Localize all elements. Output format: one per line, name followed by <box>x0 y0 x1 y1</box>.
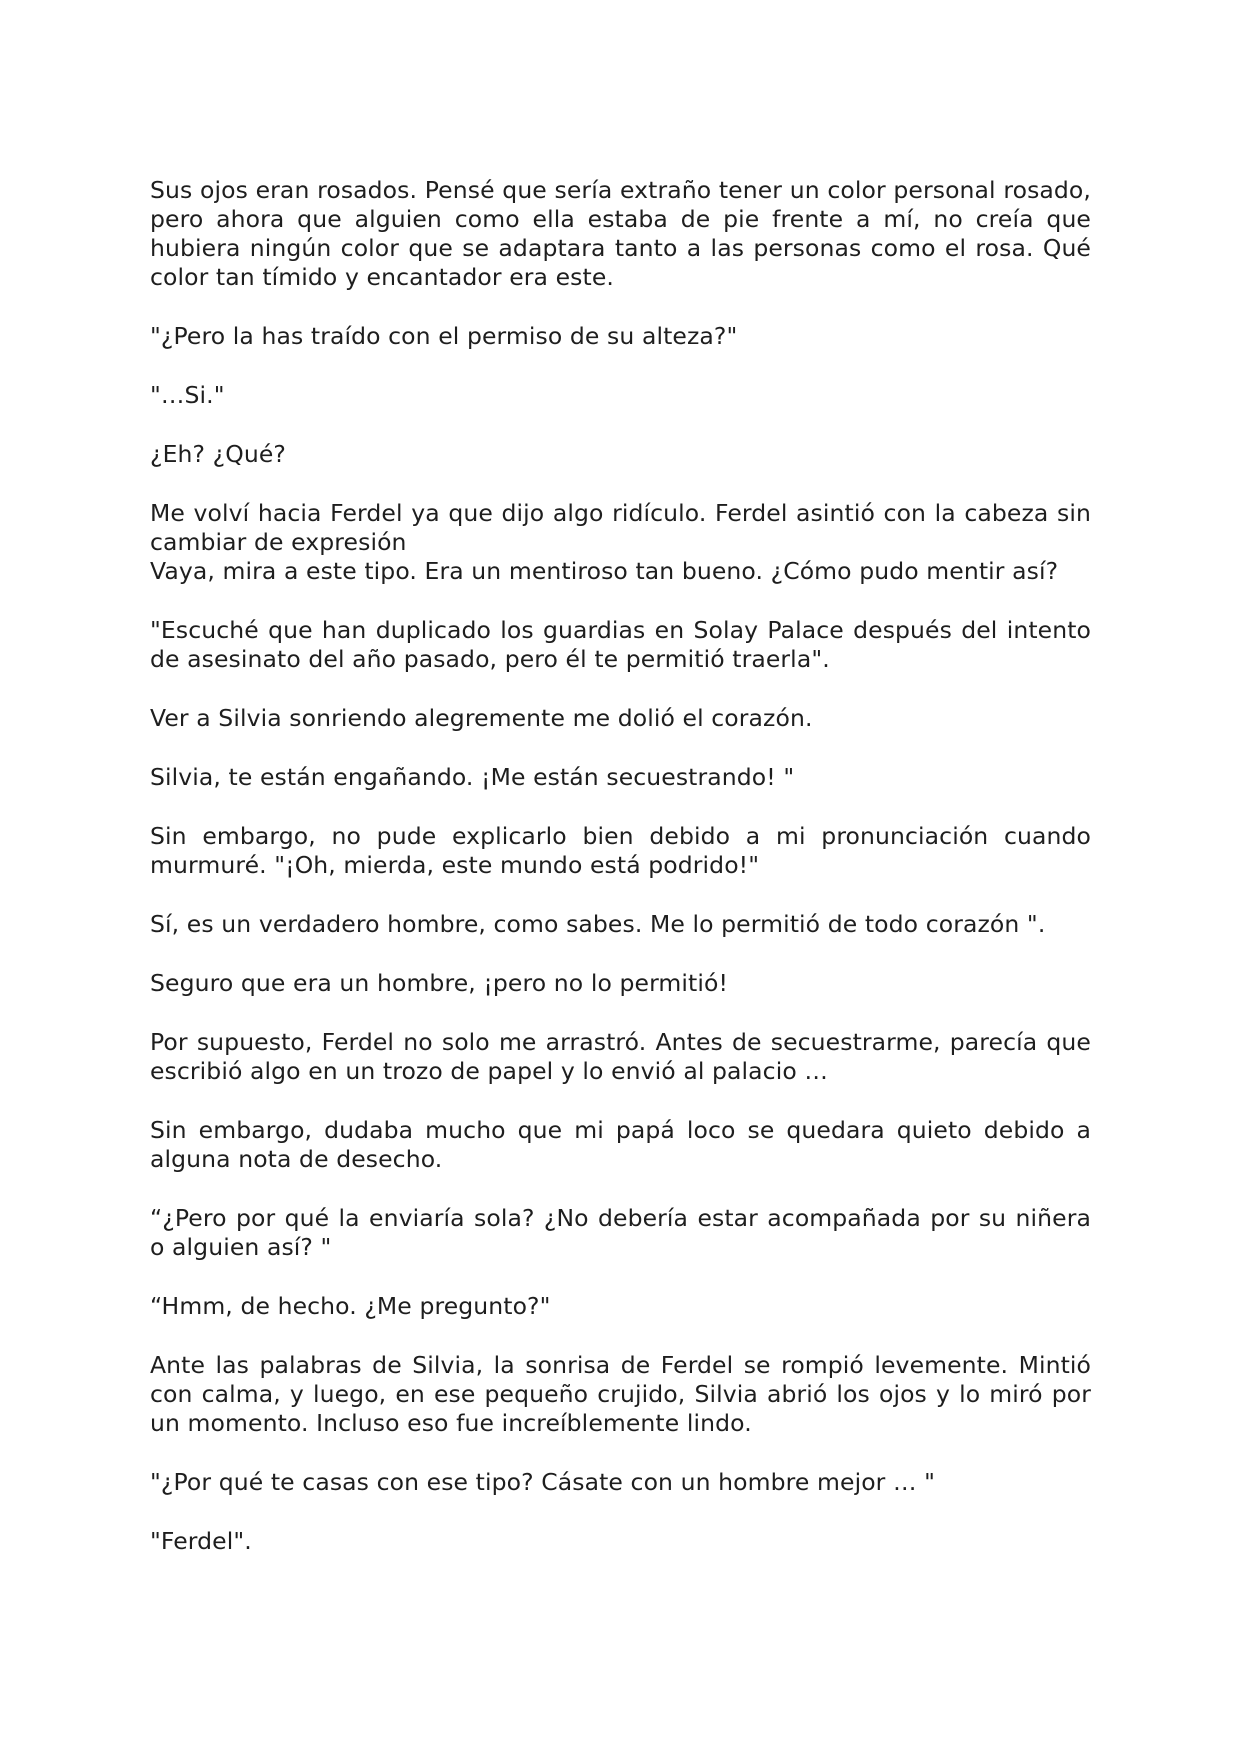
paragraph: ¿Eh? ¿Qué? <box>150 440 286 468</box>
paragraph: Sí, es un verdadero hombre, como sabes. Me lo permitió de todo corazón ". <box>150 910 1046 938</box>
paragraph: Sin embargo, dudaba mucho que mi papá loco se quedara quieto debido a alguna nota de desecho. <box>150 1116 1091 1173</box>
paragraph: “¿Pero por qué la enviaría sola? ¿No debería estar acompañada por su niñera o alguien así? " <box>150 1204 1091 1261</box>
paragraph: "¿Pero la has traído con el permiso de su alteza?" <box>150 322 738 350</box>
paragraph: Me volví hacia Ferdel ya que dijo algo ridículo. Ferdel asintió con la cabeza sin cambiar de expresión Vaya, mira a este tipo. Era un mentiroso tan bueno. ¿Cómo pudo mentir así? <box>150 499 1091 585</box>
paragraph: Seguro que era un hombre, ¡pero no lo permitió! <box>150 969 728 997</box>
document-body <box>150 176 1091 1586</box>
paragraph: "¿Por qué te casas con ese tipo? Cásate con un hombre mejor … " <box>150 1468 936 1496</box>
paragraph: Ver a Silvia sonriendo alegremente me dolió el corazón. <box>150 704 813 732</box>
paragraph: Ante las palabras de Silvia, la sonrisa de Ferdel se rompió levemente. Mintió con calma, y luego, en ese pequeño crujido, Silvia abrió los ojos y lo miró por un momento. Incluso eso fue increíblemente lindo. <box>150 1351 1091 1437</box>
paragraph: "Escuché que han duplicado los guardias en Solay Palace después del intento de asesinato del año pasado, pero él te permitió traerla". <box>150 616 1091 673</box>
paragraph: "…Si." <box>150 381 225 409</box>
paragraph: Silvia, te están engañando. ¡Me están secuestrando! " <box>150 763 795 791</box>
paragraph: Sus ojos eran rosados. Pensé que sería extraño tener un color personal rosado, pero ahora que alguien como ella estaba de pie frente a mí, no creía que hubiera ningún color que se adaptara tanto a las personas como el rosa. Qué color tan tímido y encantador era este. <box>150 176 1091 291</box>
paragraph: "Ferdel". <box>150 1527 252 1555</box>
paragraph: Por supuesto, Ferdel no solo me arrastró. Antes de secuestrarme, parecía que escribió algo en un trozo de papel y lo envió al palacio … <box>150 1028 1091 1085</box>
paragraph: Sin embargo, no pude explicarlo bien debido a mi pronunciación cuando murmuré. "¡Oh, mierda, este mundo está podrido!" <box>150 822 1091 879</box>
paragraph: “Hmm, de hecho. ¿Me pregunto?" <box>150 1292 551 1320</box>
